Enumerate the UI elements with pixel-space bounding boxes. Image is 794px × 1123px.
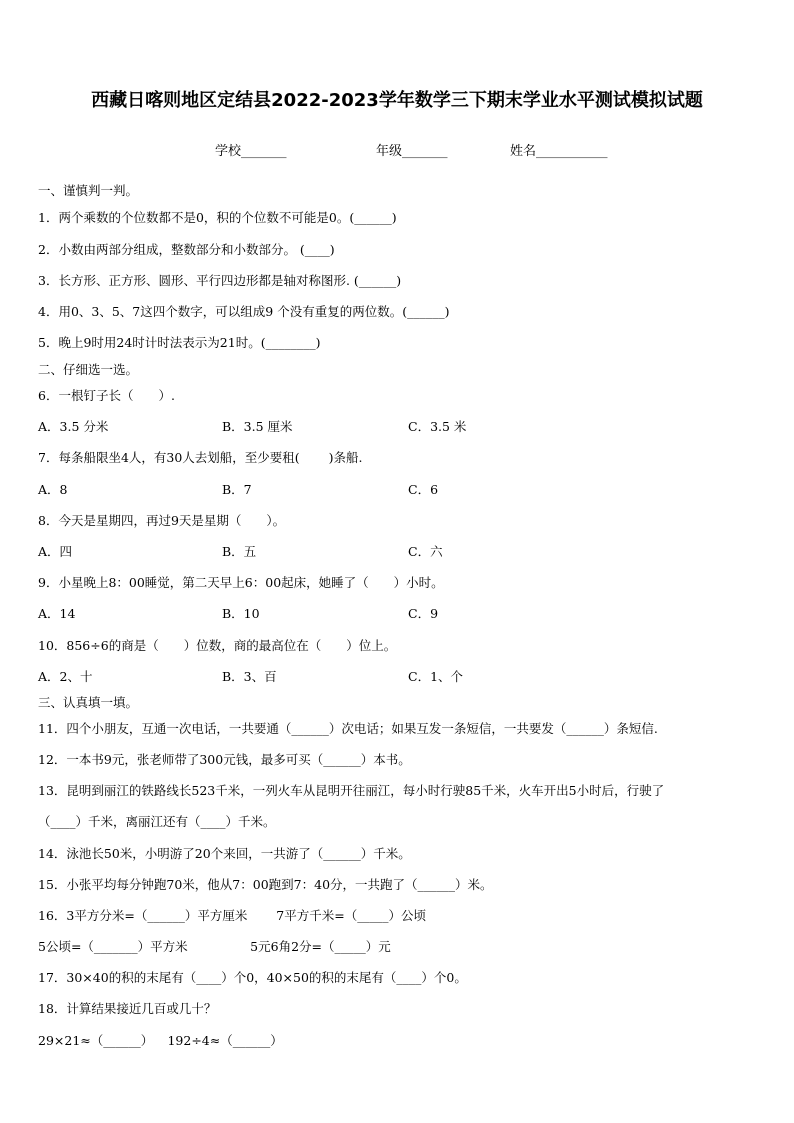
question-9-option-a: A．14 xyxy=(38,606,76,621)
section-heading-1: 一、谨慎判一判。 xyxy=(38,183,139,198)
question-14: 14．泳池长50米，小明游了20个来回，一共游了（______）千米。 xyxy=(38,846,411,861)
question-13-line-2: （____）千米，离丽江还有（____）千米。 xyxy=(38,814,276,829)
question-16-line-1: 16．3平方分米=（______）平方厘米 7平方千米=（_____）公顷 xyxy=(38,908,426,923)
question-7: 7．每条船限坐4人，有30人去划船，至少要租( )条船. xyxy=(38,450,363,465)
question-10: 10．856÷6的商是（ ）位数，商的最高位在（ ）位上。 xyxy=(38,638,397,653)
question-8-option-a: A．四 xyxy=(38,544,73,559)
question-4: 4．用0、3、5、7这四个数字，可以组成9 个没有重复的两位数。(______) xyxy=(38,304,450,319)
question-18: 18．计算结果接近几百或几十？ xyxy=(38,1001,217,1016)
question-8-option-c: C．六 xyxy=(408,544,443,559)
name-field: 姓名___________ xyxy=(510,144,608,159)
question-7-option-b: B．7 xyxy=(222,482,252,497)
question-6: 6．一根钉子长（ ）. xyxy=(38,388,175,403)
question-1: 1．两个乘数的个位数都不是0，积的个位数不可能是0。(______) xyxy=(38,210,397,225)
question-6-option-a: A．3.5 分米 xyxy=(38,419,109,434)
question-16-line-2: 5公顷=（_______）平方米 5元6角2分=（_____）元 xyxy=(38,939,391,954)
question-10-option-a: A．2、十 xyxy=(38,669,93,684)
section-heading-2: 二、仔细选一选。 xyxy=(38,362,139,377)
question-9-option-c: C．9 xyxy=(408,606,439,621)
question-8: 8．今天是星期四，再过9天是星期（ ）。 xyxy=(38,513,286,528)
question-7-option-c: C．6 xyxy=(408,482,439,497)
question-10-option-b: B．3、百 xyxy=(222,669,277,684)
question-9: 9．小星晚上8：00睡觉，第二天早上6：00起床，她睡了（ ）小时。 xyxy=(38,575,444,590)
question-17: 17．30×40的积的末尾有（____）个0，40×50的积的末尾有（____）个0。 xyxy=(38,970,467,985)
question-13-line-1: 13．昆明到丽江的铁路线长523千米，一列火车从昆明开往丽江，每小时行驶85千米，火车开出5小时后，行驶了 xyxy=(38,783,665,798)
question-2: 2．小数由两部分组成，整数部分和小数部分。 (____) xyxy=(38,242,335,257)
question-6-option-b: B．3.5 厘米 xyxy=(222,419,293,434)
question-12: 12．一本书9元，张老师带了300元钱，最多可买（______）本书。 xyxy=(38,752,411,767)
question-10-option-c: C．1、个 xyxy=(408,669,464,684)
question-9-option-b: B．10 xyxy=(222,606,260,621)
question-8-option-b: B．五 xyxy=(222,544,257,559)
question-18-items: 29×21≈（______） 192÷4≈（______） xyxy=(38,1033,283,1048)
question-7-option-a: A．8 xyxy=(38,482,68,497)
question-15: 15．小张平均每分钟跑70米，他从7：00跑到7：40分，一共跑了（______）米。 xyxy=(38,877,493,892)
page-title: 西藏日喀则地区定结县2022-2023学年数学三下期末学业水平测试模拟试题 xyxy=(91,90,703,111)
school-field: 学校_______ xyxy=(215,144,287,159)
section-heading-3: 三、认真填一填。 xyxy=(38,695,139,710)
question-3: 3．长方形、正方形、圆形、平行四边形都是轴对称图形. (______) xyxy=(38,273,402,288)
question-6-option-c: C．3.5 米 xyxy=(408,419,467,434)
question-5: 5．晚上9时用24时计时法表示为21时。(________) xyxy=(38,335,321,350)
grade-field: 年级_______ xyxy=(376,144,448,159)
question-11: 11．四个小朋友，互通一次电话，一共要通（______）次电话；如果互发一条短信，一共要发（______）条短信. xyxy=(38,721,658,736)
